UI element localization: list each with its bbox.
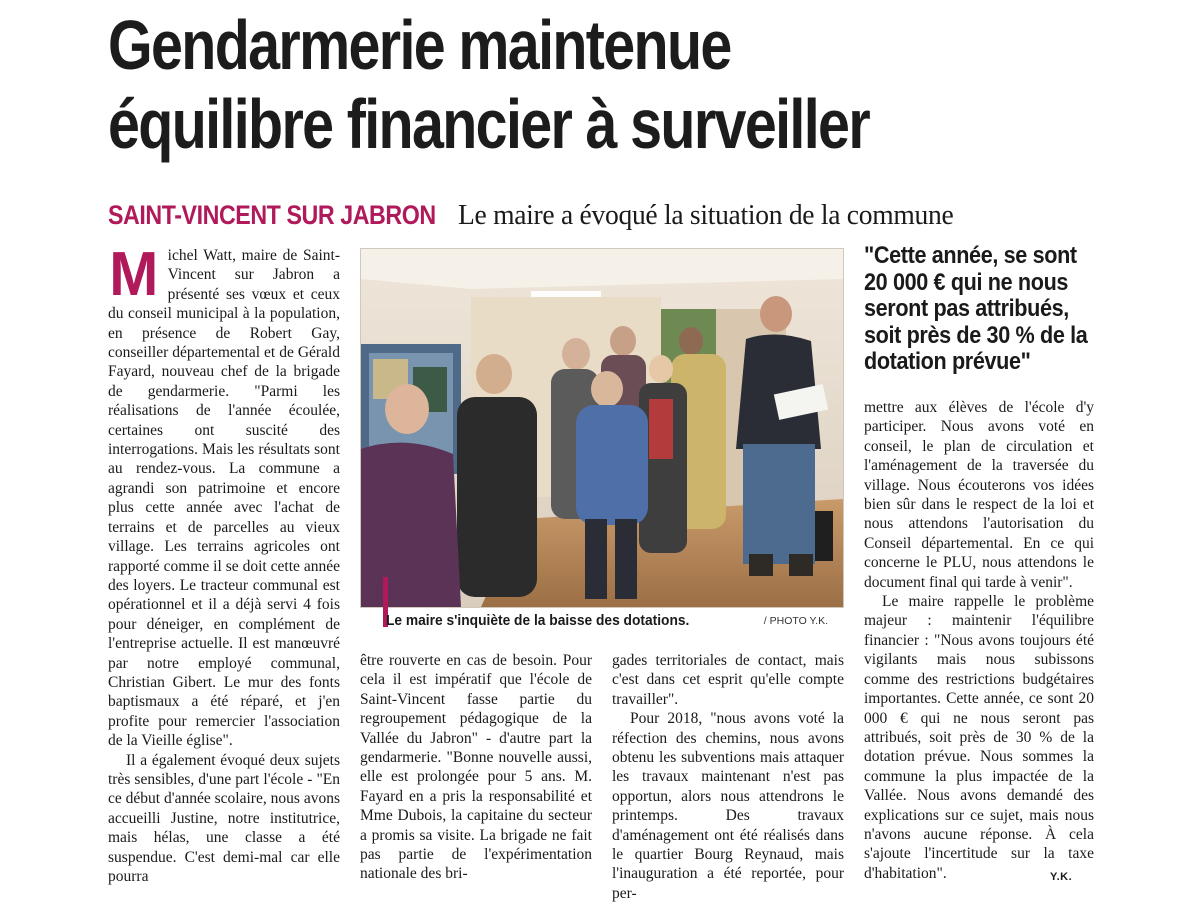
pull-quote: "Cette année, se sont 20 000 € qui ne nous seront pas attribués, soit près de 30 % de la dotation prévue" [864,242,1088,375]
photo-caption [386,610,842,632]
drop-cap: M [109,240,159,309]
headline [108,6,928,164]
paragraph: mettre aux élèves de l'école d'y participer. Nous avons voté en conseil, le plan de circulation et l'aménagement de la traversée du village. Nous écouterons vos idées bien sûr dans le respect de la loi et nous attendons l'autorisation du Conseil départemental. En ce qui concerne le PLU, nous attendons le document final qui tarde à venir". [864,399,1094,591]
paragraph [108,240,340,751]
headline-line-2: équilibre financier à surveiller [108,85,870,163]
paragraph: Il a également évoqué deux sujets très sensibles, d'une part l'école - "En ce début d'année scolaire, nous avons accueilli Justine, notre institutrice, mais hélas, une classe a été suspendue. C'est demi-mal car elle pourra [108,751,340,885]
paragraph-text: ichel Watt, maire de Saint-Vincent sur Jabron a présenté ses vœux et ceux du conseil municipal à la population, en présence de Robert Gay, conseiller départemental et de Gérald Fayard, nouveau chef de la brigade de gendarmerie. "Parmi les réalisations de l'année écoulée, certaines ont suscité des interrogations. Mais les résultats sont au rendez-vous. La commune a agrandi son patrimoine et encore plus cette année avec l'achat de terrains et de parcelles au vieux village. Les terrains agricoles ont rapporté comme il se doit cette année des loyers. Le tracteur communal est opérationnel et il a déjà servi 4 fois pour déneiger, en complément de l'entreprise actuelle. Il est manœuvré par notre employé communal, Christian Gibert. Le mur des fonts baptismaux a été réparé, et j'en profite pour remercier l'association de la Vieille église". [108,247,340,750]
paragraph: Pour 2018, "nous avons voté la réfection des chemins, nous avons obtenu les subventions mais attaquer les travaux maintenant n'est pas opportun, alors nous attendrons le printemps. Des travaux d'aménagement ont été réalisés dans le quartier Bourg Reynaud, mais l'inauguration a été reportée, pour per- [612,710,844,902]
kicker-subtitle: Le maire a évoqué la situation de la commune [457,199,954,231]
paragraph: être rouverte en cas de besoin. Pour cela il est impératif que l'école de Saint-Vincent fasse partie du regroupement pédagogique de la Vallée du Jabron" - d'autre part la gendarmerie. "Bonne nouvelle aussi, elle est prolongée pour 5 ans. M. Fayard en a pris la responsabilité et Mme Dubois, la capitaine du secteur a promis sa visite. La brigade ne fait pas partie de l'expérimentation nationale des bri- [360,652,592,883]
headline-line-1: Gendarmerie maintenue [108,6,731,84]
author-signature: Y.K. [1050,871,1073,883]
kicker [108,197,979,234]
photo-credit: / PHOTO Y.K. [763,615,828,627]
photo-illustration [361,249,843,607]
article-column-3 [612,651,844,903]
paragraph: Le maire rappelle le problème majeur : maintenir l'équilibre financier : "Nous avons toujours été vigilants mais nous subissons comme des restrictions budgétaires importantes. Cette année, ce sont 20 000 € qui ne nous seront pas attribués, soit près de 30 % de la dotation prévue. Nous sommes la commune la plus impactée de la Vallée. Nous avons demandé des explications sur ce sujet, mais nous n'avons aucune réponse. À cela s'ajoute l'incertitude sur la taxe d'habitation". [864,593,1094,882]
kicker-place: SAINT-VINCENT SUR JABRON [108,200,436,230]
paragraph: gades territoriales de contact, mais c'est dans cet esprit qu'elle compte travailler". [612,652,844,708]
caption-text: Le maire s'inquiète de la baisse des dotations. [386,613,690,629]
article-column-1 [108,240,340,886]
article-column-2 [360,651,592,884]
article-column-4 [864,398,1094,883]
article-photo [360,248,844,608]
